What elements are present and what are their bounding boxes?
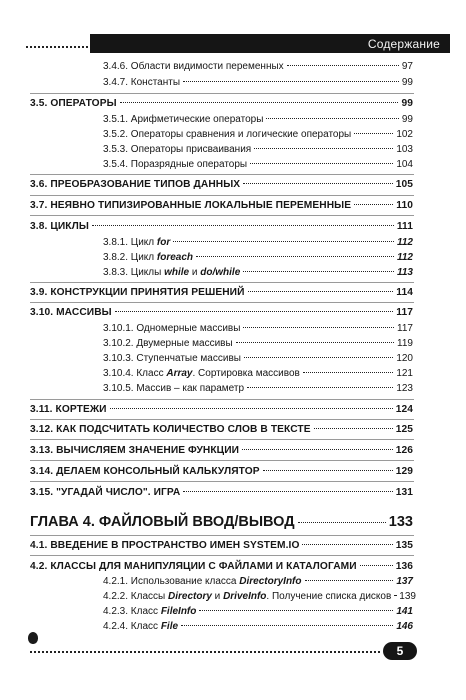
page-number: 99 [401, 114, 413, 125]
toc-entry[interactable]: 4.2.4. Класс File 146 [103, 621, 413, 632]
page-number: 99 [401, 77, 413, 88]
toc-section[interactable]: 3.10. МАССИВЫ 117 [30, 307, 413, 318]
toc-section[interactable]: 3.15. "УГАДАЙ ЧИСЛО". ИГРА 131 [30, 487, 413, 498]
section-divider [30, 481, 414, 482]
toc-entry[interactable]: 3.10.1. Одномерные массивы 117 [103, 323, 413, 334]
page-number: 139 [399, 591, 416, 602]
toc-entry[interactable]: 3.5.2. Операторы сравнения и логические операторы 102 [103, 129, 413, 140]
toc-entry[interactable]: 4.2.3. Класс FileInfo 141 [103, 606, 413, 617]
footer-page-number: 5 [396, 644, 404, 658]
page-number: 99 [401, 98, 413, 109]
page-number: 110 [396, 200, 413, 211]
page-number: 126 [395, 445, 413, 456]
toc-section[interactable]: 4.1. ВВЕДЕНИЕ В ПРОСТРАНСТВО ИМЕН SYSTEM.IO 135 [30, 540, 413, 551]
page-number: 141 [396, 606, 413, 617]
section-divider [30, 93, 414, 94]
toc-section[interactable]: 3.6. ПРЕОБРАЗОВАНИЕ ТИПОВ ДАННЫХ 105 [30, 179, 413, 190]
running-header-title: Содержание [367, 36, 440, 51]
page-number: 124 [395, 404, 413, 415]
section-divider [30, 302, 414, 303]
footer-dotted-rule [30, 651, 380, 653]
page-number: 120 [396, 353, 413, 364]
footer-dot-ornament [28, 632, 38, 644]
page-number: 117 [396, 307, 413, 318]
toc-entry[interactable]: 3.5.1. Арифметические операторы 99 [103, 114, 413, 125]
toc-entry[interactable]: 3.5.4. Поразрядные операторы 104 [103, 159, 413, 170]
toc-entry[interactable]: 3.5.3. Операторы присваивания 103 [103, 144, 413, 155]
toc-section[interactable]: 3.14. ДЕЛАЕМ КОНСОЛЬНЫЙ КАЛЬКУЛЯТОР 129 [30, 466, 413, 477]
section-divider [30, 282, 414, 283]
toc-section[interactable]: 3.11. КОРТЕЖИ 124 [30, 404, 413, 415]
toc-section[interactable]: 3.13. ВЫЧИСЛЯЕМ ЗНАЧЕНИЕ ФУНКЦИИ 126 [30, 445, 413, 456]
toc-section[interactable]: 4.2. КЛАССЫ ДЛЯ МАНИПУЛЯЦИИ С ФАЙЛАМИ И КАТАЛОГАМИ 136 [30, 561, 413, 572]
page-number: 121 [396, 368, 413, 379]
page-number: 114 [396, 287, 413, 298]
toc-section[interactable]: 3.8. ЦИКЛЫ 111 [30, 221, 413, 232]
page-number: 113 [397, 267, 413, 278]
page-number: 131 [395, 487, 413, 498]
toc-chapter[interactable]: ГЛАВА 4. ФАЙЛОВЫЙ ВВОД/ВЫВОД 133 [30, 514, 413, 530]
page-number: 137 [396, 576, 413, 587]
toc-entry[interactable]: 3.4.7. Константы 99 [103, 77, 413, 88]
toc-entry[interactable]: 3.10.3. Ступенчатые массивы 120 [103, 353, 413, 364]
page-number-badge [383, 642, 417, 660]
section-divider [30, 535, 414, 536]
toc-entry[interactable]: 3.8.2. Цикл foreach 112 [103, 252, 413, 263]
section-divider [30, 439, 414, 440]
page-number: 123 [396, 383, 413, 394]
section-divider [30, 399, 414, 400]
page-number: 119 [397, 338, 413, 349]
toc-section[interactable]: 3.7. НЕЯВНО ТИПИЗИРОВАННЫЕ ЛОКАЛЬНЫЕ ПЕРЕМЕННЫЕ 110 [30, 200, 413, 211]
toc-section[interactable]: 3.12. КАК ПОДСЧИТАТЬ КОЛИЧЕСТВО СЛОВ В ТЕКСТЕ 125 [30, 424, 413, 435]
toc-section[interactable]: 3.5. ОПЕРАТОРЫ 99 [30, 98, 413, 109]
page-number: 136 [395, 561, 413, 572]
section-divider [30, 419, 414, 420]
section-divider [30, 174, 414, 175]
toc-entry[interactable]: 3.8.1. Цикл for 112 [103, 237, 413, 248]
page-number: 102 [396, 129, 413, 140]
page-number: 103 [396, 144, 413, 155]
page-number: 97 [401, 61, 413, 72]
page-number: 117 [397, 323, 413, 334]
toc-entry[interactable]: 3.10.5. Массив – как параметр 123 [103, 383, 413, 394]
toc-entry[interactable]: 3.8.3. Циклы while и do/while 113 [103, 267, 413, 278]
section-divider [30, 215, 414, 216]
page-number: 112 [397, 252, 413, 263]
page-number: 129 [395, 466, 413, 477]
page-number: 112 [397, 237, 413, 248]
page-number: 111 [396, 221, 413, 232]
page-number: 133 [388, 514, 413, 530]
page-number: 125 [395, 424, 413, 435]
toc-section[interactable]: 3.9. КОНСТРУКЦИИ ПРИНЯТИЯ РЕШЕНИЙ 114 [30, 287, 413, 298]
page-number: 105 [395, 179, 413, 190]
page-number: 146 [396, 621, 413, 632]
page-number: 104 [396, 159, 413, 170]
toc-entry[interactable]: 3.10.2. Двумерные массивы 119 [103, 338, 413, 349]
section-divider [30, 195, 414, 196]
toc-entry[interactable]: 3.10.4. Класс Array. Сортировка массивов 121 [103, 368, 413, 379]
page-number: 135 [395, 540, 413, 551]
section-divider [30, 555, 414, 556]
toc-entry[interactable]: 4.2.1. Использование класса DirectoryInfo 137 [103, 576, 413, 587]
toc-entry[interactable]: 3.4.6. Области видимости переменных 97 [103, 61, 413, 72]
section-divider [30, 460, 414, 461]
toc-entry[interactable]: 4.2.2. Классы Directory и DriveInfo. Получение списка дисков 139 [103, 591, 416, 602]
